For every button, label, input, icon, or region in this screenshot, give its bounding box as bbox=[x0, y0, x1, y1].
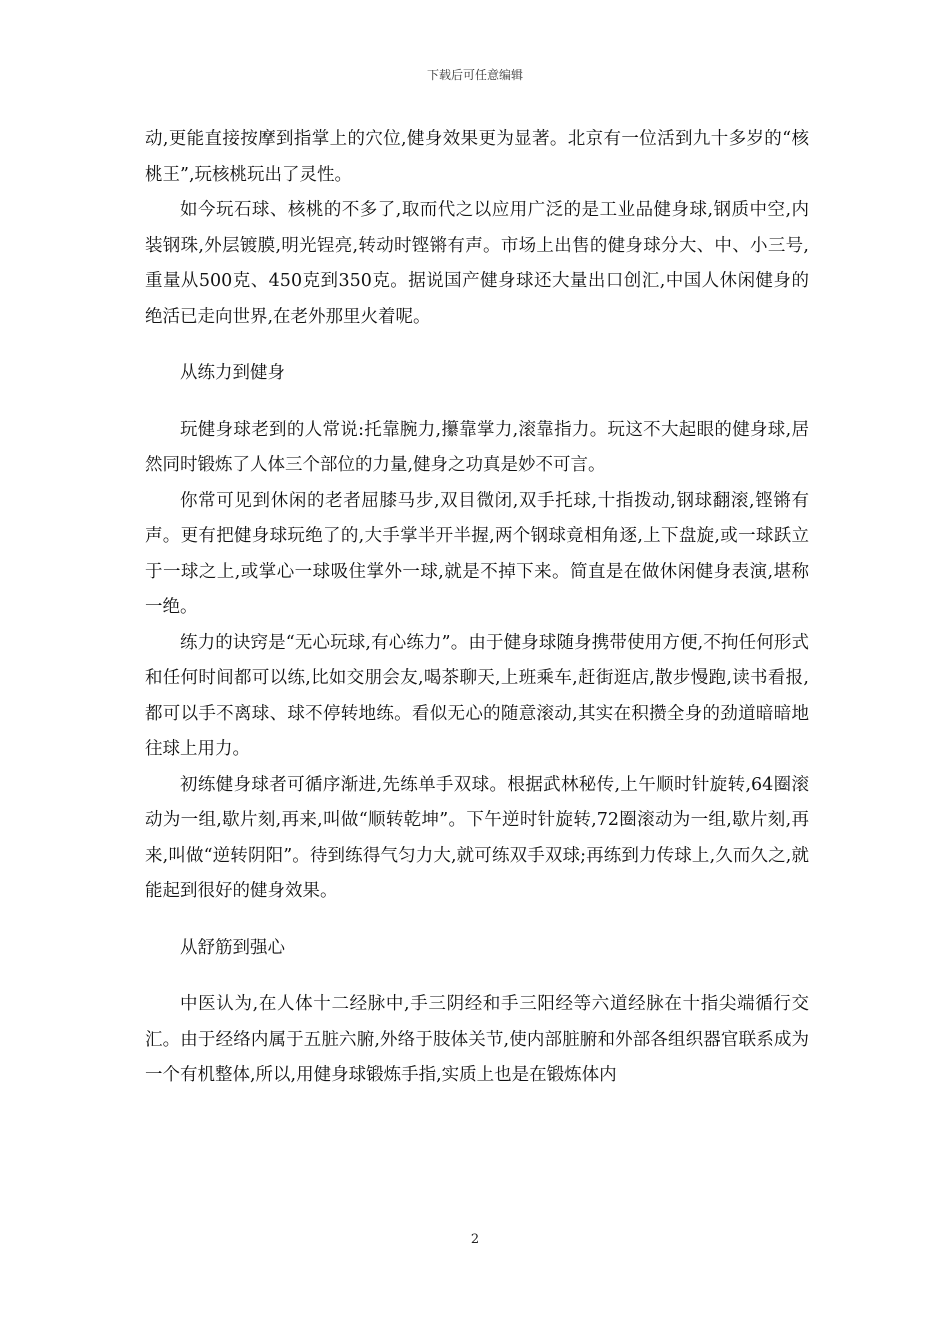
paragraph: 中医认为,在人体十二经脉中,手三阴经和手三阳经等六道经脉在十指尖端循行交汇。由于经络内属于五脏六腑,外络于肢体关节,使内部脏腑和外部各组织器官联系成为一个有机整体,所以,用健身球锻炼手指,实质上也是在锻炼体内 bbox=[145, 994, 809, 1085]
paragraph: 动,更能直接按摩到指掌上的穴位,健身效果更为显著。北京有一位活到九十多岁的“核桃王”,玩核桃玩出了灵性。 bbox=[145, 129, 809, 185]
paragraph: 你常可见到休闲的老者屈膝马步,双目微闭,双手托球,十指拨动,钢球翻滚,铿锵有声。更有把健身球玩绝了的,大手掌半开半握,两个钢球竟相角逐,上下盘旋,或一球跃立于一球之上,或掌心一球吸住掌外一球,就是不掉下来。简直是在做休闲健身表演,堪称一绝。 bbox=[145, 490, 809, 617]
section-heading: 从舒筋到强心 bbox=[180, 937, 285, 958]
page-header: 下载后可任意编辑 bbox=[426, 68, 523, 82]
paragraph: 练力的诀窍是“无心玩球,有心练力”。由于健身球随身携带使用方便,不拘任何形式和任何时间都可以练,比如交朋会友,喝茶聊天,上班乘车,赶街逛店,散步慢跑,读书看报,都可以手不离球、球不停转地练。看似无心的随意滚动,其实在积攒全身的劲道暗暗地往球上用力。 bbox=[145, 632, 809, 759]
paragraph: 如今玩石球、核桃的不多了,取而代之以应用广泛的是工业品健身球,钢质中空,内装钢珠,外层镀膜,明光锃亮,转动时铿锵有声。市场上出售的健身球分大、中、小三号,重量从500克、450克到350克。据说国产健身球还大量出口创汇,中国人休闲健身的绝活已走向世界,在老外那里火着呢。 bbox=[145, 200, 809, 327]
section-heading: 从练力到健身 bbox=[180, 363, 285, 383]
paragraph: 初练健身球者可循序渐进,先练单手双球。根据武林秘传,上午顺时针旋转,64圈滚动为一组,歇片刻,再来,叫做“顺转乾坤”。下午逆时针旋转,72圈滚动为一组,歇片刻,再来,叫做“逆转阴阳”。待到练得气匀力大,就可练双手双球;再练到力传球上,久而久之,就能起到很好的健身效果。 bbox=[145, 774, 809, 901]
page-number: 2 bbox=[470, 1232, 480, 1247]
paragraph: 玩健身球老到的人常说:托靠腕力,攥靠掌力,滚靠指力。玩这不大起眼的健身球,居然同时锻炼了人体三个部位的力量,健身之功真是妙不可言。 bbox=[145, 419, 809, 475]
document-body bbox=[145, 122, 809, 1094]
